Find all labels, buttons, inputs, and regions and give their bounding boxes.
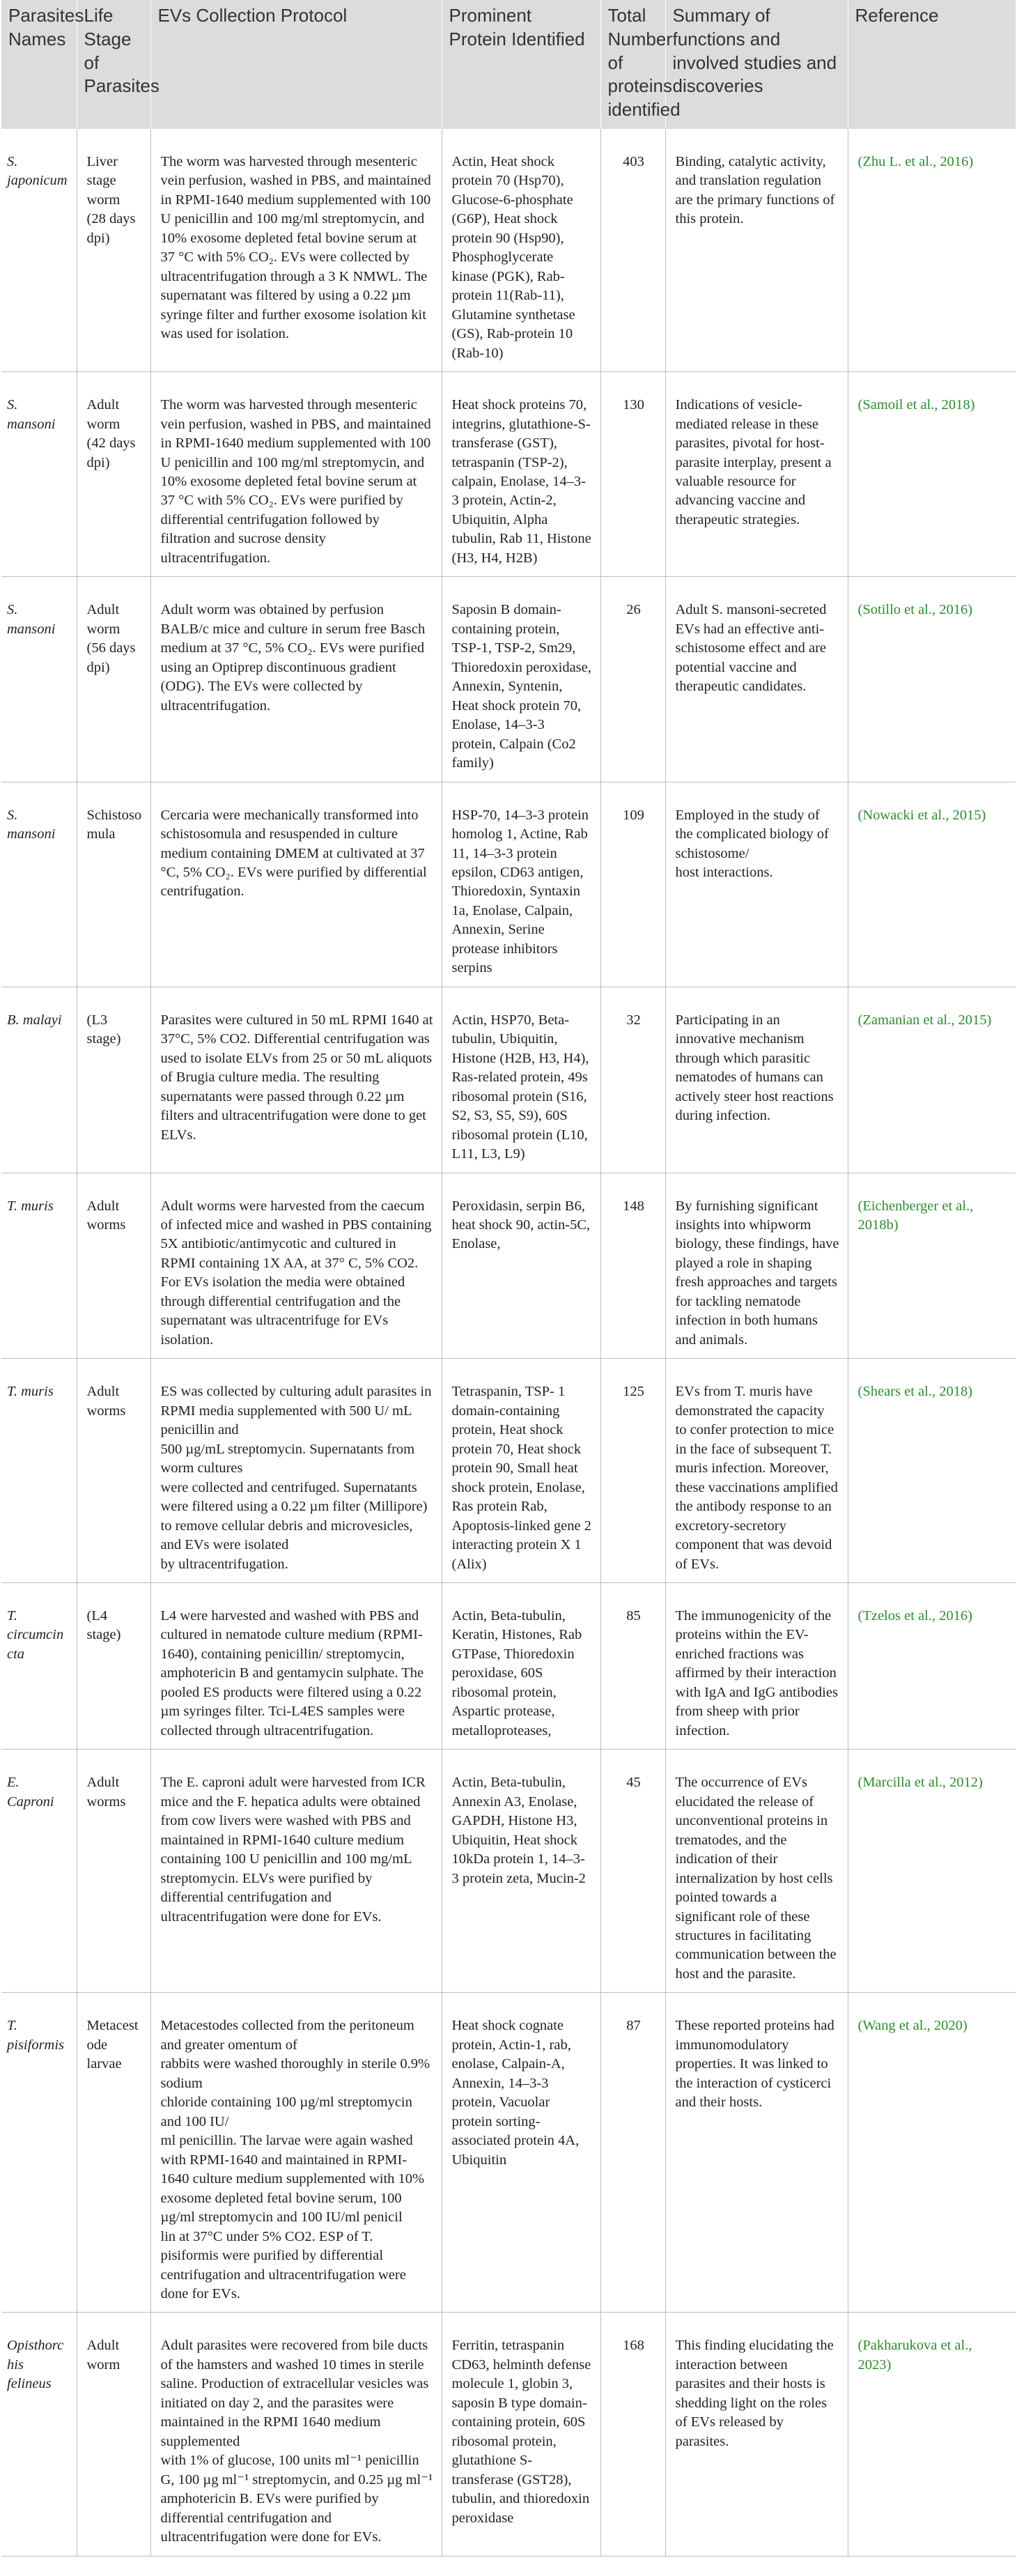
life-stage-cell: Adult worm (56 days dpi) xyxy=(77,577,150,782)
proteins-cell: Actin, Beta-tubulin, Keratin, Histones, Rab GTPase, Thioredoxin peroxidase, 60S ribosomal protein, Aspartic protease, metalloproteases, xyxy=(442,1582,600,1749)
life-stage-cell: Adult worm xyxy=(77,2313,150,2556)
reference-link[interactable]: (Zamanian et al., 2015) xyxy=(848,987,1016,1173)
parasite-name-cell: T. muris xyxy=(1,1359,77,1583)
header-proteins: Prominent Protein Identified xyxy=(442,0,600,129)
summary-cell: By furnishing significant insights into whipworm biology, these findings, have played a role in shaping fresh approaches and targets for tackling nematode infection in both humans and animals. xyxy=(665,1173,848,1359)
life-stage-cell: Schistosomula xyxy=(77,782,150,987)
reference-link[interactable]: (Sotillo et al., 2016) xyxy=(848,577,1016,782)
reference-link[interactable]: (Marcilla et al., 2012) xyxy=(848,1750,1016,1993)
table-row xyxy=(1,1993,1016,2313)
reference-link[interactable]: (Tzelos et al., 2016) xyxy=(848,1582,1016,1749)
reference-link[interactable]: (Pakharukova et al., 2023) xyxy=(848,2313,1016,2556)
summary-cell: The occurrence of EVs elucidated the release of unconventional proteins in trematodes, and the indication of their internalization by host cells pointed towards a significant role of these structures in facilitating communication between the host and the parasite. xyxy=(665,1750,848,1993)
header-row xyxy=(1,0,1016,129)
table-row xyxy=(1,987,1016,1173)
header-summary: Summary of functions and involved studies and discoveries xyxy=(665,0,848,129)
total-proteins-cell: 32 xyxy=(600,987,665,1173)
life-stage-cell: Adult worms xyxy=(77,1750,150,1993)
header-protocol: EVs Collection Protocol xyxy=(150,0,442,129)
proteins-cell: Peroxidasin, serpin B6, heat shock 90, actin-5C, Enolase, xyxy=(442,1173,600,1359)
protocol-cell: Adult parasites were recovered from bile ducts of the hamsters and washed 10 times in sterile saline. Production of extracellular vesicles was initiated on day 2, and the parasites were maintained in the RPMI 1640 medium supplemented with 1% of glucose, 100 units ml⁻¹ penicillin G, 100 µg ml⁻¹ streptomycin, and 0.25 µg ml⁻¹ amphotericin B. EVs were purified by differential centrifugation and ultracentrifugation were done for EVs. xyxy=(150,2313,442,2556)
summary-cell: Indications of vesicle-mediated release in these parasites, pivotal for host-parasite interplay, present a valuable resource for advancing vaccine and therapeutic strategies. xyxy=(665,372,848,577)
parasite-name-cell: S. mansoni xyxy=(1,782,77,987)
parasite-name-cell: T. pisiformis xyxy=(1,1993,77,2313)
summary-cell: Employed in the study of the complicated biology of schistosome/ host interactions. xyxy=(665,782,848,987)
reference-link[interactable]: (Wang et al., 2020) xyxy=(848,1993,1016,2313)
proteins-cell: Tetraspanin, TSP- 1 domain-containing protein, Heat shock protein 70, Heat shock protein 90, Small heat shock protein, Enolase, Ras protein Rab, Apoptosis-linked gene 2 interacting protein X 1 (Alix) xyxy=(442,1359,600,1583)
table-row xyxy=(1,372,1016,577)
reference-link[interactable]: (Zhu L. et al., 2016) xyxy=(848,129,1016,372)
summary-cell: Adult S. mansoni-secreted EVs had an effective anti-schistosome effect and are potential vaccine and therapeutic candidates. xyxy=(665,577,848,782)
life-stage-cell: Adult worm (42 days dpi) xyxy=(77,372,150,577)
table-row xyxy=(1,577,1016,782)
reference-link[interactable]: (Nowacki et al., 2015) xyxy=(848,782,1016,987)
reference-link[interactable]: (Shears et al., 2018) xyxy=(848,1359,1016,1583)
total-proteins-cell: 26 xyxy=(600,577,665,782)
proteins-cell: Heat shock proteins 70, integrins, glutathione-S-transferase (GST), tetraspanin (TSP-2), calpain, Enolase, 14–3-3 protein, Actin-2, Ubiquitin, Alpha tubulin, Rab 11, Histone (H3, H4, H2B) xyxy=(442,372,600,577)
parasite-name-cell: T. muris xyxy=(1,1173,77,1359)
total-proteins-cell: 45 xyxy=(600,1750,665,1993)
reference-link[interactable]: (Eichenberger et al., 2018b) xyxy=(848,1173,1016,1359)
protocol-cell: L4 were harvested and washed with PBS and cultured in nematode culture medium (RPMI-1640), containing penicillin/ streptomycin, amphotericin B and gentamycin sulphate. The pooled ES products were filtered using a 0.22 µm syringes filter. Tci-L4ES samples were collected through ultracentrifugation. xyxy=(150,1582,442,1749)
parasite-name-cell: T. circumcincta xyxy=(1,1582,77,1749)
parasite-name-cell: B. malayi xyxy=(1,987,77,1173)
table-row xyxy=(1,2313,1016,2556)
total-proteins-cell: 148 xyxy=(600,1173,665,1359)
protocol-cell: Parasites were cultured in 50 mL RPMI 1640 at 37°C, 5% CO2. Differential centrifugation was used to isolate ELVs from 25 or 50 mL aliquots of Brugia culture media. The resulting supernatants were passed through 0.22 µm filters and ultracentrifugation were done to get ELVs. xyxy=(150,987,442,1173)
table-row xyxy=(1,1582,1016,1749)
protocol-cell: Metacestodes collected from the peritoneum and greater omentum of rabbits were washed thoroughly in sterile 0.9% sodium chloride containing 100 µg/ml streptomycin and 100 IU/ ml penicillin. The larvae were again washed with RPMI-1640 and maintained in RPMI-1640 culture medium supplemented with 10% exosome depleted fetal bovine serum, 100 µg/ml streptomycin and 100 IU/ml penicil lin at 37°C under 5% CO2. ESP of T. pisiformis were purified by differential centrifugation and ultracentrifugation were done for EVs. xyxy=(150,1993,442,2313)
proteins-cell: Ferritin, tetraspanin CD63, helminth defense molecule 1, globin 3, saposin B type domain-containing protein, 60S ribosomal protein, glutathione S-transferase (GST28), tubulin, and thioredoxin peroxidase xyxy=(442,2313,600,2556)
summary-cell: Participating in an innovative mechanism through which parasitic nematodes of humans can actively steer host reactions during infection. xyxy=(665,987,848,1173)
parasite-name-cell: S. mansoni xyxy=(1,577,77,782)
total-proteins-cell: 168 xyxy=(600,2313,665,2556)
total-proteins-cell: 85 xyxy=(600,1582,665,1749)
protocol-cell: Adult worms were harvested from the caecum of infected mice and washed in PBS containing 5X antibiotic/antimycotic and cultured in RPMI containing 1X AA, at 37° C, 5% CO2. For EVs isolation the media were obtained through differential centrifugation and the supernatant was ultracentrifuge for EVs isolation. xyxy=(150,1173,442,1359)
header-parasite-name: Parasites Names xyxy=(1,0,77,129)
total-proteins-cell: 125 xyxy=(600,1359,665,1583)
proteins-cell: Heat shock cognate protein, Actin-1, rab, enolase, Calpain-A, Annexin, 14–3-3 protein, Vacuolar protein sorting-associated protein 4A, Ubiquitin xyxy=(442,1993,600,2313)
header-life-stage: Life Stage of Parasites xyxy=(77,0,150,129)
proteins-cell: Actin, Heat shock protein 70 (Hsp70), Glucose-6-phosphate (G6P), Heat shock protein 90 (Hsp90), Phosphoglycerate kinase (PGK), Rab-protein 11(Rab-11), Glutamine synthetase (GS), Rab-protein 10 (Rab-10) xyxy=(442,129,600,372)
summary-cell: Binding, catalytic activity, and translation regulation are the primary functions of this protein. xyxy=(665,129,848,372)
header-total: Total Number of proteins identified xyxy=(600,0,665,129)
table-row xyxy=(1,1173,1016,1359)
summary-cell: EVs from T. muris have demonstrated the capacity to confer protection to mice in the face of subsequent T. muris infection. Moreover, these vaccinations amplified the antibody response to an excretory-secretory component that was devoid of EVs. xyxy=(665,1359,848,1583)
table-body xyxy=(1,129,1016,2556)
header-reference: Reference xyxy=(848,0,1016,129)
protocol-cell: The E. caproni adult were harvested from ICR mice and the F. hepatica adults were obtained from cow livers were washed with PBS and maintained in RPMI-1640 culture medium containing 100 U penicillin and 100 mg/mL streptomycin. ELVs were purified by differential centrifugation and ultracentrifugation were done for EVs. xyxy=(150,1750,442,1993)
life-stage-cell: Adult worms xyxy=(77,1173,150,1359)
parasite-name-cell: S. mansoni xyxy=(1,372,77,577)
parasite-name-cell: Opisthorchis felineus xyxy=(1,2313,77,2556)
summary-cell: This finding elucidating the interaction between parasites and their hosts is shedding light on the roles of EVs released by parasites. xyxy=(665,2313,848,2556)
life-stage-cell: (L3 stage) xyxy=(77,987,150,1173)
total-proteins-cell: 403 xyxy=(600,129,665,372)
summary-cell: The immunogenicity of the proteins within the EV-enriched fractions was affirmed by their interaction with IgA and IgG antibodies from sheep with prior infection. xyxy=(665,1582,848,1749)
life-stage-cell: Adult worms xyxy=(77,1359,150,1583)
total-proteins-cell: 87 xyxy=(600,1993,665,2313)
protocol-cell: The worm was harvested through mesenteric vein perfusion, washed in PBS, and maintained in RPMI-1640 medium supplemented with 100 U penicillin and 100 mg/ml streptomycin, and 10% exosome depleted fetal bovine serum at 37 °C with 5% CO₂. EVs were purified by differential centrifugation followed by filtration and sucrose density ultracentrifugation. xyxy=(150,372,442,577)
parasite-name-cell: E. Caproni xyxy=(1,1750,77,1993)
table-row xyxy=(1,129,1016,372)
life-stage-cell: Metacestode larvae xyxy=(77,1993,150,2313)
protocol-cell: The worm was harvested through mesenteric vein perfusion, washed in PBS, and maintained in RPMI-1640 medium supplemented with 100 U penicillin and 100 mg/ml streptomycin, and 10% exosome depleted fetal bovine serum at 37 °C with 5% CO₂. EVs were collected by ultracentrifugation through a 3 K NMWL. The supernatant was filtered by using a 0.22 µm syringe filter and further exosome isolation kit was used for isolation. xyxy=(150,129,442,372)
table-row xyxy=(1,782,1016,987)
proteins-cell: HSP-70, 14–3-3 protein homolog 1, Actine, Rab 11, 14–3-3 protein epsilon, CD63 antigen, Thioredoxin, Syntaxin 1a, Enolase, Calpain, Annexin, Serine protease inhibitors serpins xyxy=(442,782,600,987)
reference-link[interactable]: (Samoil et al., 2018) xyxy=(848,372,1016,577)
summary-cell: These reported proteins had immunomodulatory properties. It was linked to the interaction of cysticerci and their hosts. xyxy=(665,1993,848,2313)
proteins-cell: Actin, HSP70, Beta-tubulin, Ubiquitin, Histone (H2B, H3, H4), Ras-related protein, 49s ribosomal protein (S16, S2, S3, S5, S9), 60S ribosomal protein (L10, L11, L3, L9) xyxy=(442,987,600,1173)
protocol-cell: Cercaria were mechanically transformed into schistosomula and resuspended in culture medium containing DMEM at cultivated at 37 °C, 5% CO₂. EVs were purified by differential centrifugation. xyxy=(150,782,442,987)
total-proteins-cell: 130 xyxy=(600,372,665,577)
life-stage-cell: Liver stage worm (28 days dpi) xyxy=(77,129,150,372)
protocol-cell: Adult worm was obtained by perfusion BALB/c mice and culture in serum free Basch medium at 37 °C, 5% CO₂. EVs were purified using an Optiprep discontinuous gradient (ODG). The EVs were collected by ultracentrifugation. xyxy=(150,577,442,782)
total-proteins-cell: 109 xyxy=(600,782,665,987)
protocol-cell: ES was collected by culturing adult parasites in RPMI media supplemented with 500 U/ mL penicillin and 500 µg/mL streptomycin. Supernatants from worm cultures were collected and centrifuged. Supernatants were filtered using a 0.22 µm filter (Millipore) to remove cellular debris and microvesicles, and EVs were isolated by ultracentrifugation. xyxy=(150,1359,442,1583)
parasite-name-cell: S. japonicum xyxy=(1,129,77,372)
proteins-cell: Actin, Beta-tubulin, Annexin A3, Enolase, GAPDH, Histone H3, Ubiquitin, Heat shock 10kDa protein 1, 14–3-3 protein zeta, Mucin-2 xyxy=(442,1750,600,1993)
evs-protein-table xyxy=(1,0,1016,2556)
table-row xyxy=(1,1750,1016,1993)
proteins-cell: Saposin B domain-containing protein, TSP-1, TSP-2, Sm29, Thioredoxin peroxidase, Annexin, Syntenin, Heat shock protein 70, Enolase, 14–3-3 protein, Calpain (Co2 family) xyxy=(442,577,600,782)
life-stage-cell: (L4 stage) xyxy=(77,1582,150,1749)
table-row xyxy=(1,1359,1016,1583)
